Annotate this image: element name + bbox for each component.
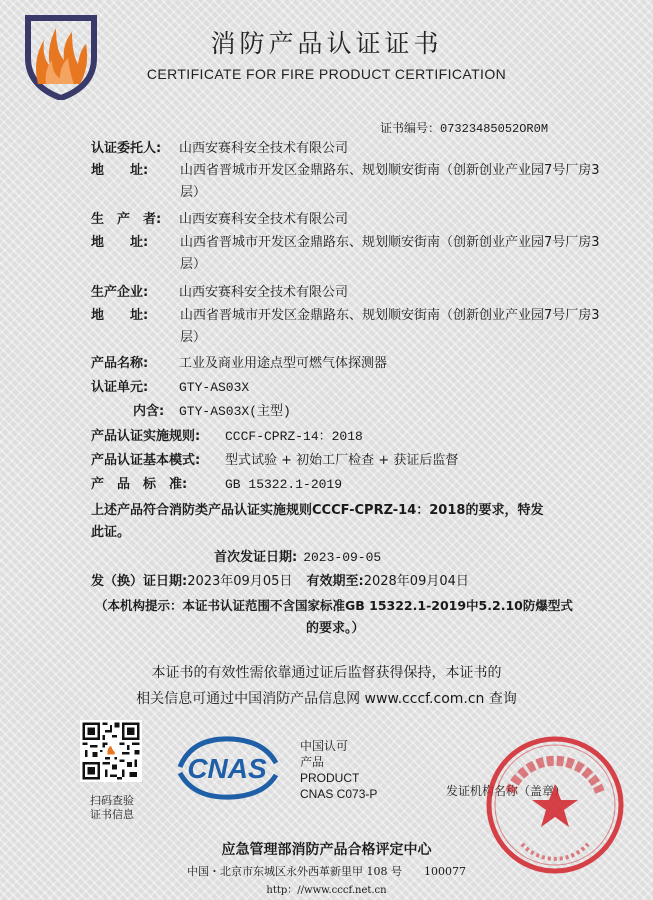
product-name-value: 工业及商业用途点型可燃气体探测器 — [179, 356, 388, 371]
manufacturer-label: 生 产 者: — [91, 212, 162, 227]
product-name-label: 产品名称: — [91, 356, 149, 371]
issue-dates-row — [91, 571, 469, 593]
qr-caption — [70, 794, 154, 822]
address2-label: 地 址: — [91, 235, 149, 250]
issuer-label: 发证机构名称（盖章） — [446, 784, 567, 798]
valid-until-value: 2028年09月04日 — [363, 574, 469, 589]
cnas-line3: PRODUCT — [300, 771, 360, 785]
qr-code[interactable] — [80, 720, 142, 782]
applicant-value: 山西安赛科安全技术有限公司 — [179, 141, 349, 156]
cert-unit-row — [91, 377, 249, 399]
address1-value: 山西省晋城市开发区金鼎路东、规划顺安街南（创新创业产业园7号厂房3层） — [180, 163, 600, 200]
cnas-line4: CNAS C073-P — [300, 787, 378, 801]
issue-date-value: 2023年09月05日 — [187, 574, 293, 589]
remark-line2: 的要求。） — [306, 621, 365, 636]
cnas-mark — [172, 733, 282, 803]
address2-row — [91, 232, 179, 254]
qr-caption-line1: 扫码查验 — [90, 794, 134, 807]
cnas-accreditation-text — [300, 738, 377, 802]
rules-label: 产品认证实施规则: — [91, 429, 201, 444]
address3-row — [91, 305, 179, 327]
contains-value: GTY-AS03X(主型) — [179, 404, 291, 419]
contains-row — [133, 401, 291, 423]
address3-label: 地 址: — [91, 308, 149, 323]
mode-label: 产品认证基本模式: — [91, 453, 201, 468]
rules-row — [91, 426, 363, 448]
cnas-line1: 中国认可 — [300, 739, 349, 753]
factory-label: 生产企业: — [91, 285, 149, 300]
address3-value: 山西省晋城市开发区金鼎路东、规划顺安街南（创新创业产业园7号厂房3层） — [180, 308, 600, 345]
certificate-number — [380, 119, 548, 136]
address1-row — [91, 160, 179, 182]
manufacturer-row — [91, 209, 348, 231]
issue-date-label: 发（换）证日期: — [91, 574, 188, 589]
certificate-title-cn: 消防产品认证证书 — [210, 29, 443, 58]
address1-label: 地 址: — [91, 163, 149, 178]
factory-value: 山西安赛科安全技术有限公司 — [179, 285, 349, 300]
cnas-logo-text: CNAS — [187, 753, 267, 784]
mode-value: 型式试验 + 初始工厂检查 + 获证后监督 — [225, 453, 459, 468]
address2-value: 山西省晋城市开发区金鼎路东、规划顺安街南（创新创业产业园7号厂房3层） — [180, 235, 600, 272]
standard-label: 产 品 标 准: — [91, 477, 188, 492]
first-issue-value: 2023-09-05 — [303, 550, 382, 565]
footer-website[interactable]: http：//www.cccf.net.cn — [266, 885, 387, 896]
applicant-row — [91, 138, 348, 160]
cnas-line2: 产品 — [300, 755, 325, 769]
mode-row — [91, 450, 458, 472]
first-issue-row — [214, 547, 381, 569]
certificate-number-label: 证书编号： — [380, 121, 441, 135]
certificate-title-en: CERTIFICATE FOR FIRE PRODUCT CERTIFICATION — [146, 66, 507, 82]
applicant-label: 认证委托人: — [91, 141, 162, 156]
rules-value: CCCF-CPRZ-14：2018 — [225, 429, 363, 444]
footer-organization: 应急管理部消防产品合格评定中心 — [221, 842, 432, 858]
valid-until-label: 有效期至: — [306, 574, 364, 589]
certificate-number-value: 07323485052OR0M — [440, 122, 549, 136]
cert-unit-value: GTY-AS03X — [179, 380, 250, 395]
product-name-row — [91, 353, 387, 375]
factory-row — [91, 282, 348, 304]
statement-line1: 上述产品符合消防类产品认证实施规则CCCF-CPRZ-14：2018的要求，特发 — [91, 503, 544, 518]
first-issue-label: 首次发证日期: — [214, 550, 298, 565]
cert-unit-label: 认证单元: — [91, 380, 149, 395]
qr-caption-line2: 证书信息 — [90, 808, 134, 821]
statement-line2: 此证。 — [91, 525, 131, 540]
footer-address: 中国・北京市东城区永外西革新里甲 108 号 100077 — [187, 865, 466, 878]
manufacturer-value: 山西安赛科安全技术有限公司 — [179, 212, 349, 227]
standard-row — [91, 474, 342, 496]
contains-label: 内含: — [133, 404, 165, 419]
standard-value: GB 15322.1-2019 — [225, 477, 343, 492]
validity-note-line2: 相关信息可通过中国消防产品信息网 www.cccf.com.cn 查询 — [136, 691, 517, 707]
remark-line1: （本机构提示：本证书认证范围不含国家标准GB 15322.1-2019中5.2.10防爆型式 — [95, 598, 573, 613]
validity-note-line1: 本证书的有效性需依靠通过证后监督获得保持，本证书的 — [151, 665, 502, 681]
